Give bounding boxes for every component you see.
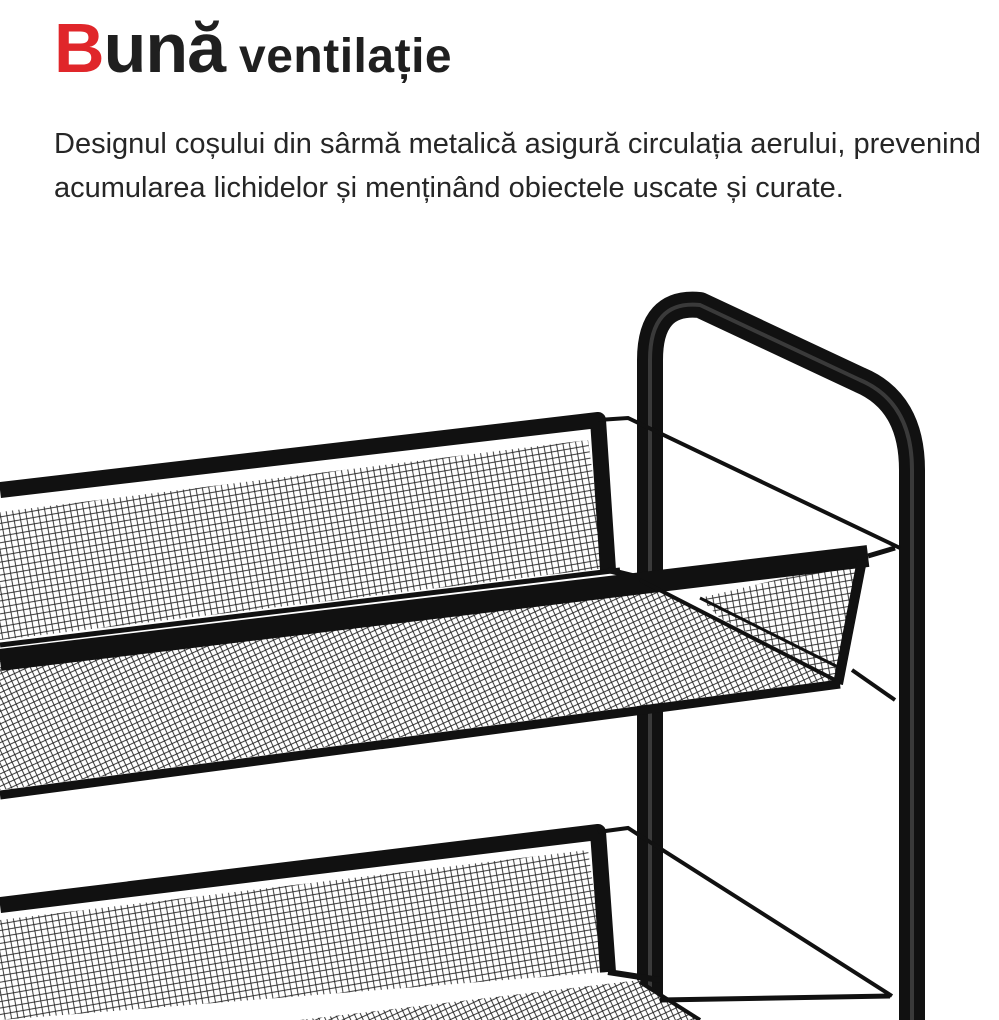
description-text: Designul coșului din sârmă metalică asigură circulația aerului, prevenind acumularea lichidelor și menținând obiectele uscate și curate. [54, 128, 981, 204]
headline-second-word: ventilație [239, 30, 453, 83]
headline-word-rest: ună [103, 9, 226, 87]
headline [54, 8, 452, 101]
metal-mesh-shelf-image [0, 280, 999, 1020]
headline-accent-letter: B [54, 9, 104, 87]
